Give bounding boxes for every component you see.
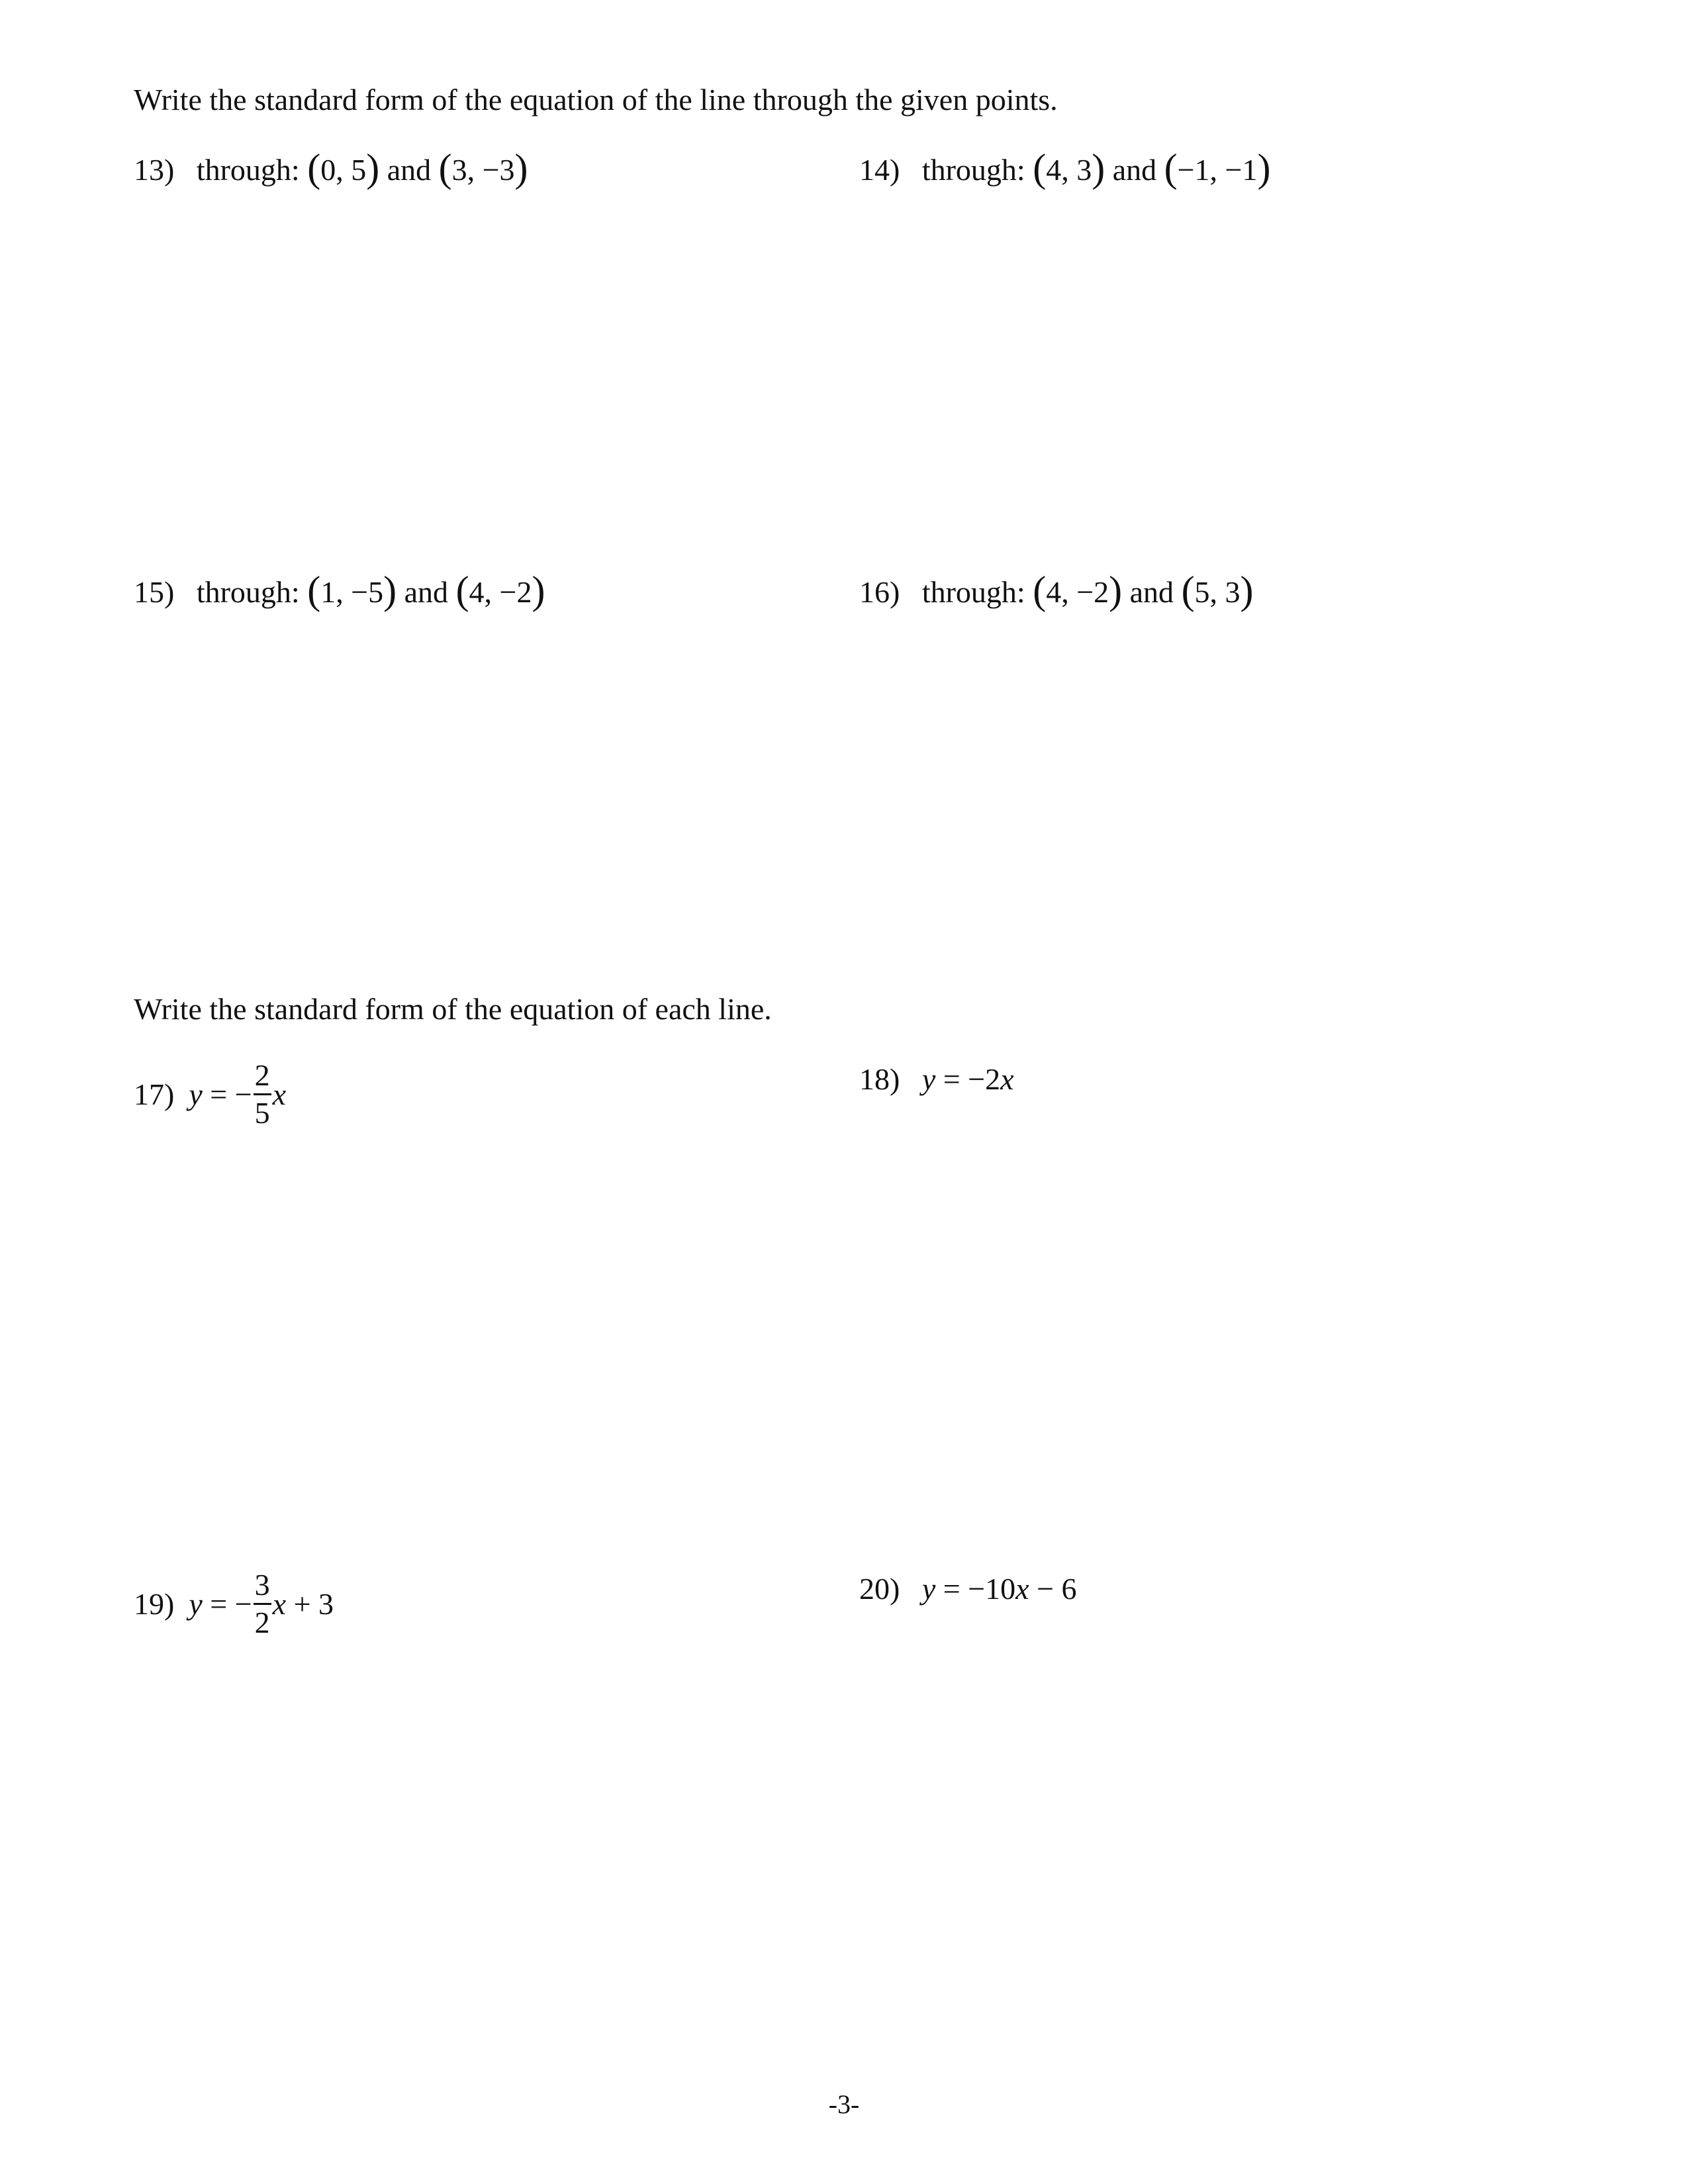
problem-16 xyxy=(859,569,1254,612)
problem-14 xyxy=(859,146,1271,190)
connector: and xyxy=(1112,153,1157,187)
connector: and xyxy=(1129,575,1174,609)
rhs-coefficient: = −2 xyxy=(935,1062,1001,1096)
problem-label: through: xyxy=(196,575,300,609)
problem-number: 19) xyxy=(134,1586,175,1621)
problem-18 xyxy=(859,1064,1014,1095)
point-1: (4, −2) xyxy=(1033,569,1123,612)
problem-number: 16) xyxy=(859,575,900,609)
lhs-variable: y xyxy=(189,1586,203,1621)
numerator: 3 xyxy=(254,1570,271,1605)
x-variable: x xyxy=(272,1586,287,1621)
fraction xyxy=(254,1060,271,1128)
problem-number: 13) xyxy=(134,153,175,187)
point-2: (−1, −1) xyxy=(1164,146,1271,190)
instruction-points: Write the standard form of the equation of the line through the given points. xyxy=(134,83,1058,116)
problem-number: 15) xyxy=(134,575,175,609)
denominator: 2 xyxy=(254,1606,270,1639)
lhs-variable: y xyxy=(189,1077,203,1111)
equals-sign: = − xyxy=(202,1586,252,1621)
problem-19 xyxy=(134,1570,334,1638)
x-variable: x xyxy=(272,1077,287,1111)
point-1: (4, 3) xyxy=(1033,146,1105,190)
x-variable: x xyxy=(1015,1572,1029,1606)
problem-number: 20) xyxy=(859,1572,900,1606)
rhs-coefficient: = −10 xyxy=(935,1572,1016,1606)
page-number: -3- xyxy=(828,2089,860,2119)
fraction xyxy=(254,1570,271,1638)
x-variable: x xyxy=(1000,1062,1014,1096)
connector: and xyxy=(404,575,449,609)
lhs-variable: y xyxy=(921,1572,936,1606)
problem-label: through: xyxy=(196,153,300,187)
problem-number: 18) xyxy=(859,1062,900,1096)
point-2: (3, −3) xyxy=(438,146,528,190)
problem-number: 14) xyxy=(859,153,900,187)
problem-13 xyxy=(134,146,528,190)
problem-15 xyxy=(134,569,545,612)
problem-label: through: xyxy=(921,575,1025,609)
problem-17 xyxy=(134,1060,286,1128)
constant-term: − 6 xyxy=(1029,1572,1077,1606)
problem-label: through: xyxy=(921,153,1025,187)
point-1: (1, −5) xyxy=(307,569,397,612)
connector: and xyxy=(387,153,432,187)
equals-sign: = − xyxy=(202,1077,252,1111)
point-2: (4, −2) xyxy=(455,569,545,612)
denominator: 5 xyxy=(254,1096,270,1130)
lhs-variable: y xyxy=(921,1062,936,1096)
constant-term: + 3 xyxy=(286,1586,334,1621)
instruction-lines: Write the standard form of the equation of each line. xyxy=(134,992,772,1026)
problem-20 xyxy=(859,1574,1077,1604)
point-2: (5, 3) xyxy=(1181,569,1254,612)
point-1: (0, 5) xyxy=(307,146,380,190)
numerator: 2 xyxy=(254,1060,271,1095)
problem-number: 17) xyxy=(134,1077,175,1111)
